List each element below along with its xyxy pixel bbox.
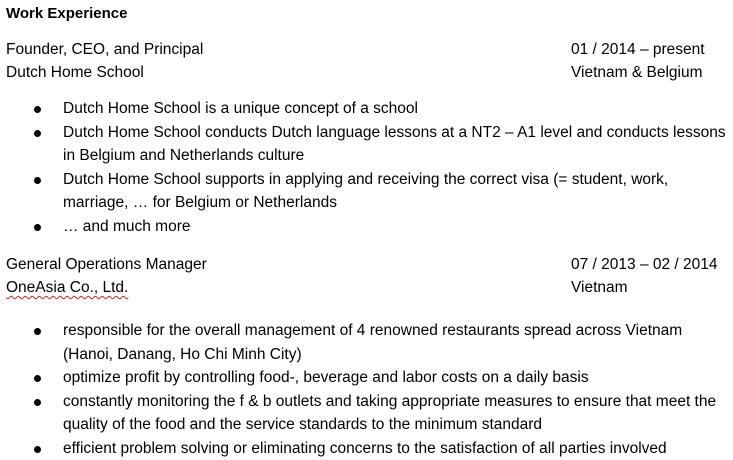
bullet-text: Dutch Home School is a unique concept of a school	[63, 100, 418, 117]
bullet-text: constantly monitoring the f & b outlets and taking appropriate measures to ensure that meet the quality of the food and the service standards to the minimum standard	[63, 393, 716, 434]
job-role: Founder, CEO, and Principal	[6, 38, 203, 61]
bullet-icon	[34, 106, 41, 113]
job-entry	[6, 253, 726, 299]
bullet-text: responsible for the overall management of 4 renowned restaurants spread across Vietnam (Hanoi, Danang, Ho Chi Minh City)	[63, 322, 682, 363]
job-dates: 07 / 2013 – 02 / 2014	[571, 253, 718, 276]
bullet-icon	[34, 177, 41, 184]
bullet-text: Dutch Home School conducts Dutch language lessons at a NT2 – A1 level and conducts lessons in Belgium and Netherlands culture	[63, 124, 726, 165]
job-bullet-list	[6, 319, 726, 460]
bullet-icon	[34, 328, 41, 335]
list-item	[6, 319, 726, 366]
bullet-text: Dutch Home School supports in applying and receiving the correct visa (= student, work, marriage, … for Belgium or Netherlands	[63, 171, 668, 212]
bullet-icon	[34, 375, 41, 382]
section-title: Work Experience	[6, 5, 127, 22]
bullet-icon	[34, 224, 41, 231]
job-company: Dutch Home School	[6, 61, 144, 84]
list-item	[6, 121, 726, 168]
job-bullet-list	[6, 97, 726, 238]
bullet-icon	[34, 130, 41, 137]
job-header-row	[6, 38, 726, 61]
job-location: Vietnam	[571, 276, 628, 299]
bullet-icon	[34, 399, 41, 406]
job-subheader-row	[6, 61, 726, 84]
job-entry	[6, 38, 726, 84]
job-dates: 01 / 2014 – present	[571, 38, 705, 61]
job-subheader-row	[6, 276, 726, 299]
bullet-text: … and much more	[63, 218, 191, 235]
job-location: Vietnam & Belgium	[571, 61, 703, 84]
job-header-row	[6, 253, 726, 276]
job-role: General Operations Manager	[6, 253, 207, 276]
bullet-text: efficient problem solving or eliminating concerns to the satisfaction of all parties involved	[63, 440, 667, 457]
bullet-text: optimize profit by controlling food-, beverage and labor costs on a daily basis	[63, 369, 589, 386]
list-item	[6, 168, 726, 215]
job-company: OneAsia Co., Ltd.	[6, 276, 128, 299]
bullet-icon	[34, 446, 41, 453]
list-item	[6, 97, 726, 121]
list-item	[6, 366, 726, 390]
list-item	[6, 437, 726, 460]
list-item	[6, 215, 726, 239]
list-item	[6, 390, 726, 437]
